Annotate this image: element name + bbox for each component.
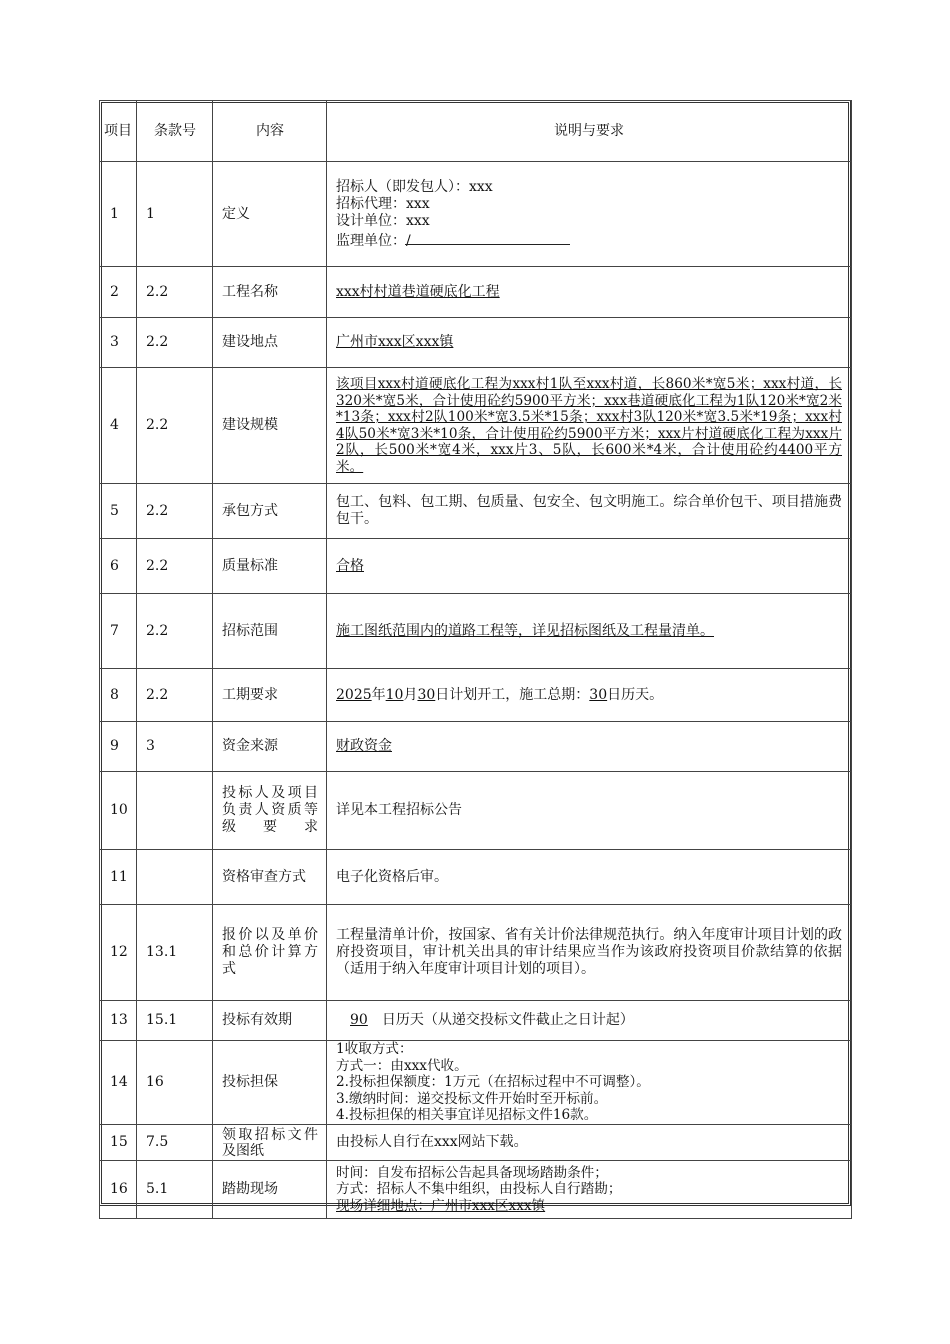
row-number: 5 (100, 484, 137, 539)
row-clause: 2.2 (137, 594, 213, 669)
table-row (100, 1161, 852, 1219)
project-name: xxx村村道巷道硬底化工程 (336, 283, 500, 300)
table-row (100, 267, 852, 318)
table-row (100, 162, 852, 267)
supervisor-text: 监理单位：/ (336, 232, 411, 249)
site-visit-line: 方式：招标人不集中组织，由投标人自行踏勘； (336, 1181, 622, 1198)
row-clause: 2.2 (137, 539, 213, 594)
row-clause: 2.2 (137, 669, 213, 722)
project-location: 广州市xxx区xxx镇 (336, 334, 454, 350)
total-days: 30 (589, 686, 608, 703)
row-clause: 2.2 (137, 318, 213, 368)
start-month: 10 (385, 686, 404, 703)
table-row (100, 1041, 852, 1125)
row-clause: 13.1 (137, 905, 213, 1001)
row-content: 踏勘现场 (213, 1161, 327, 1219)
table-row (100, 772, 852, 850)
project-scale: 该项目xxx村道硬底化工程为xxx村1队至xxx村道，长860米*宽5米；xxx村道，长320米*宽5米，合计使用砼约5900平方米；xxx巷道硬底化工程为1队120米*宽2米*13条；xxx村2队100米*宽3.5米*15条；xxx村3队120米*宽3.5米*19条；xxx村4队50米*宽3米*10条，合计使用砼约5900平方米；xxx片村道硬底化工程为xxx片2队，长500米*宽4米，xxx片3、5队，长600米*4米，合计使用砼约4400平方米。 (336, 376, 842, 475)
row-clause (137, 850, 213, 905)
validity-days: 90 (350, 1012, 368, 1028)
row-description: 由投标人自行在xxx网站下载。 (327, 1125, 852, 1161)
definition-line: 设计单位：xxx (336, 212, 430, 229)
row-number: 11 (100, 850, 137, 905)
pricing-method: 工程量清单计价，按国家、省有关计价法律规范执行。纳入年度审计项目计划的政府投资项目，审计机关出具的审计结果应当作为该政府投资项目价款结算的依据（适用于纳入年度审计项目计划的项目）。 (336, 927, 842, 977)
row-description (327, 539, 852, 594)
row-number: 3 (100, 318, 137, 368)
guarantee-line: 1收取方式： (336, 1041, 413, 1058)
row-description (327, 1001, 852, 1041)
table-header-row (100, 101, 852, 162)
quality-standard: 合格 (336, 557, 364, 574)
row-description: 详见本工程招标公告 (327, 772, 852, 850)
row-content: 投标担保 (213, 1041, 327, 1125)
start-year: 2025 (336, 686, 372, 703)
row-clause: 16 (137, 1041, 213, 1125)
month-label: 月 (403, 686, 418, 703)
row-description: 电子化资格后审。 (327, 850, 852, 905)
definition-line: 招标人（即发包人）：xxx (336, 178, 493, 195)
row-number: 6 (100, 539, 137, 594)
row-description (327, 318, 852, 368)
row-content: 工期要求 (213, 669, 327, 722)
row-content: 投标人及项目负责人资质等级要求 (213, 772, 327, 850)
row-clause: 2.2 (137, 484, 213, 539)
table-row (100, 368, 852, 484)
row-description (327, 162, 852, 267)
definition-line: 招标代理：xxx (336, 195, 430, 212)
day-label: 日计划开工，施工总期： (435, 686, 590, 703)
row-description (327, 1041, 852, 1125)
row-description (327, 267, 852, 318)
row-description (327, 722, 852, 772)
validity-text: 日历天（从递交投标文件截止之日计起） (381, 1012, 634, 1028)
row-description (327, 368, 852, 484)
row-content: 工程名称 (213, 267, 327, 318)
row-clause: 1 (137, 162, 213, 267)
row-content: 质量标准 (213, 539, 327, 594)
row-number: 9 (100, 722, 137, 772)
row-number: 16 (100, 1161, 137, 1219)
row-clause: 2.2 (137, 368, 213, 484)
site-visit-line: 现场详细地点：广州市xxx区xxx镇 (336, 1197, 546, 1214)
table-row (100, 318, 852, 368)
row-number: 13 (100, 1001, 137, 1041)
row-clause: 3 (137, 722, 213, 772)
row-content: 报价以及单价和总价计算方式 (213, 905, 327, 1001)
table-row (100, 905, 852, 1001)
row-clause: 15.1 (137, 1001, 213, 1041)
row-number: 10 (100, 772, 137, 850)
row-number: 14 (100, 1041, 137, 1125)
row-content: 领取招标文件及图纸 (213, 1125, 327, 1161)
header-content: 内容 (213, 101, 327, 162)
bid-info-table (99, 100, 852, 1219)
row-content: 建设地点 (213, 318, 327, 368)
row-number: 15 (100, 1125, 137, 1161)
row-clause: 5.1 (137, 1161, 213, 1219)
table-row (100, 1125, 852, 1161)
start-day: 30 (417, 686, 436, 703)
row-clause (137, 772, 213, 850)
row-description (327, 594, 852, 669)
row-content: 承包方式 (213, 484, 327, 539)
row-number: 2 (100, 267, 137, 318)
row-description (327, 1161, 852, 1219)
table-row (100, 1001, 852, 1041)
row-content: 招标范围 (213, 594, 327, 669)
row-description (327, 905, 852, 1001)
row-clause: 2.2 (137, 267, 213, 318)
table-row (100, 484, 852, 539)
header-item: 项目 (100, 101, 137, 162)
site-visit-line: 时间：自发布招标公告起具备现场踏勘条件； (336, 1164, 608, 1181)
table-row (100, 850, 852, 905)
fund-source: 财政资金 (336, 738, 392, 754)
row-description (327, 669, 852, 722)
table-row (100, 669, 852, 722)
guarantee-line: 4.投标担保的相关事宜详见招标文件16款。 (336, 1107, 598, 1124)
row-description (327, 484, 852, 539)
row-content: 资格审查方式 (213, 850, 327, 905)
row-content: 建设规模 (213, 368, 327, 484)
row-content: 资金来源 (213, 722, 327, 772)
guarantee-line: 3.缴纳时间：递交投标文件开始时至开标前。 (336, 1090, 608, 1107)
header-description: 说明与要求 (327, 101, 852, 162)
table-row (100, 594, 852, 669)
contract-method: 包工、包料、包工期、包质量、包安全、包文明施工。综合单价包干、项目措施费包干。 (336, 494, 842, 527)
header-clause: 条款号 (137, 101, 213, 162)
row-content: 定义 (213, 162, 327, 267)
row-number: 4 (100, 368, 137, 484)
table-row (100, 539, 852, 594)
year-label: 年 (371, 686, 386, 703)
blank-underline (405, 230, 570, 245)
row-number: 8 (100, 669, 137, 722)
row-clause: 7.5 (137, 1125, 213, 1161)
row-content: 投标有效期 (213, 1001, 327, 1041)
guarantee-line: 2.投标担保额度：1万元（在招标过程中不可调整）。 (336, 1074, 650, 1091)
definition-line (336, 230, 842, 250)
bid-scope: 施工图纸范围内的道路工程等，详见招标图纸及工程量清单。 (336, 622, 714, 639)
table-row (100, 722, 852, 772)
row-number: 1 (100, 162, 137, 267)
row-number: 12 (100, 905, 137, 1001)
days-label: 日历天。 (607, 686, 664, 703)
guarantee-line: 方式一：由xxx代收。 (336, 1057, 468, 1074)
row-number: 7 (100, 594, 137, 669)
